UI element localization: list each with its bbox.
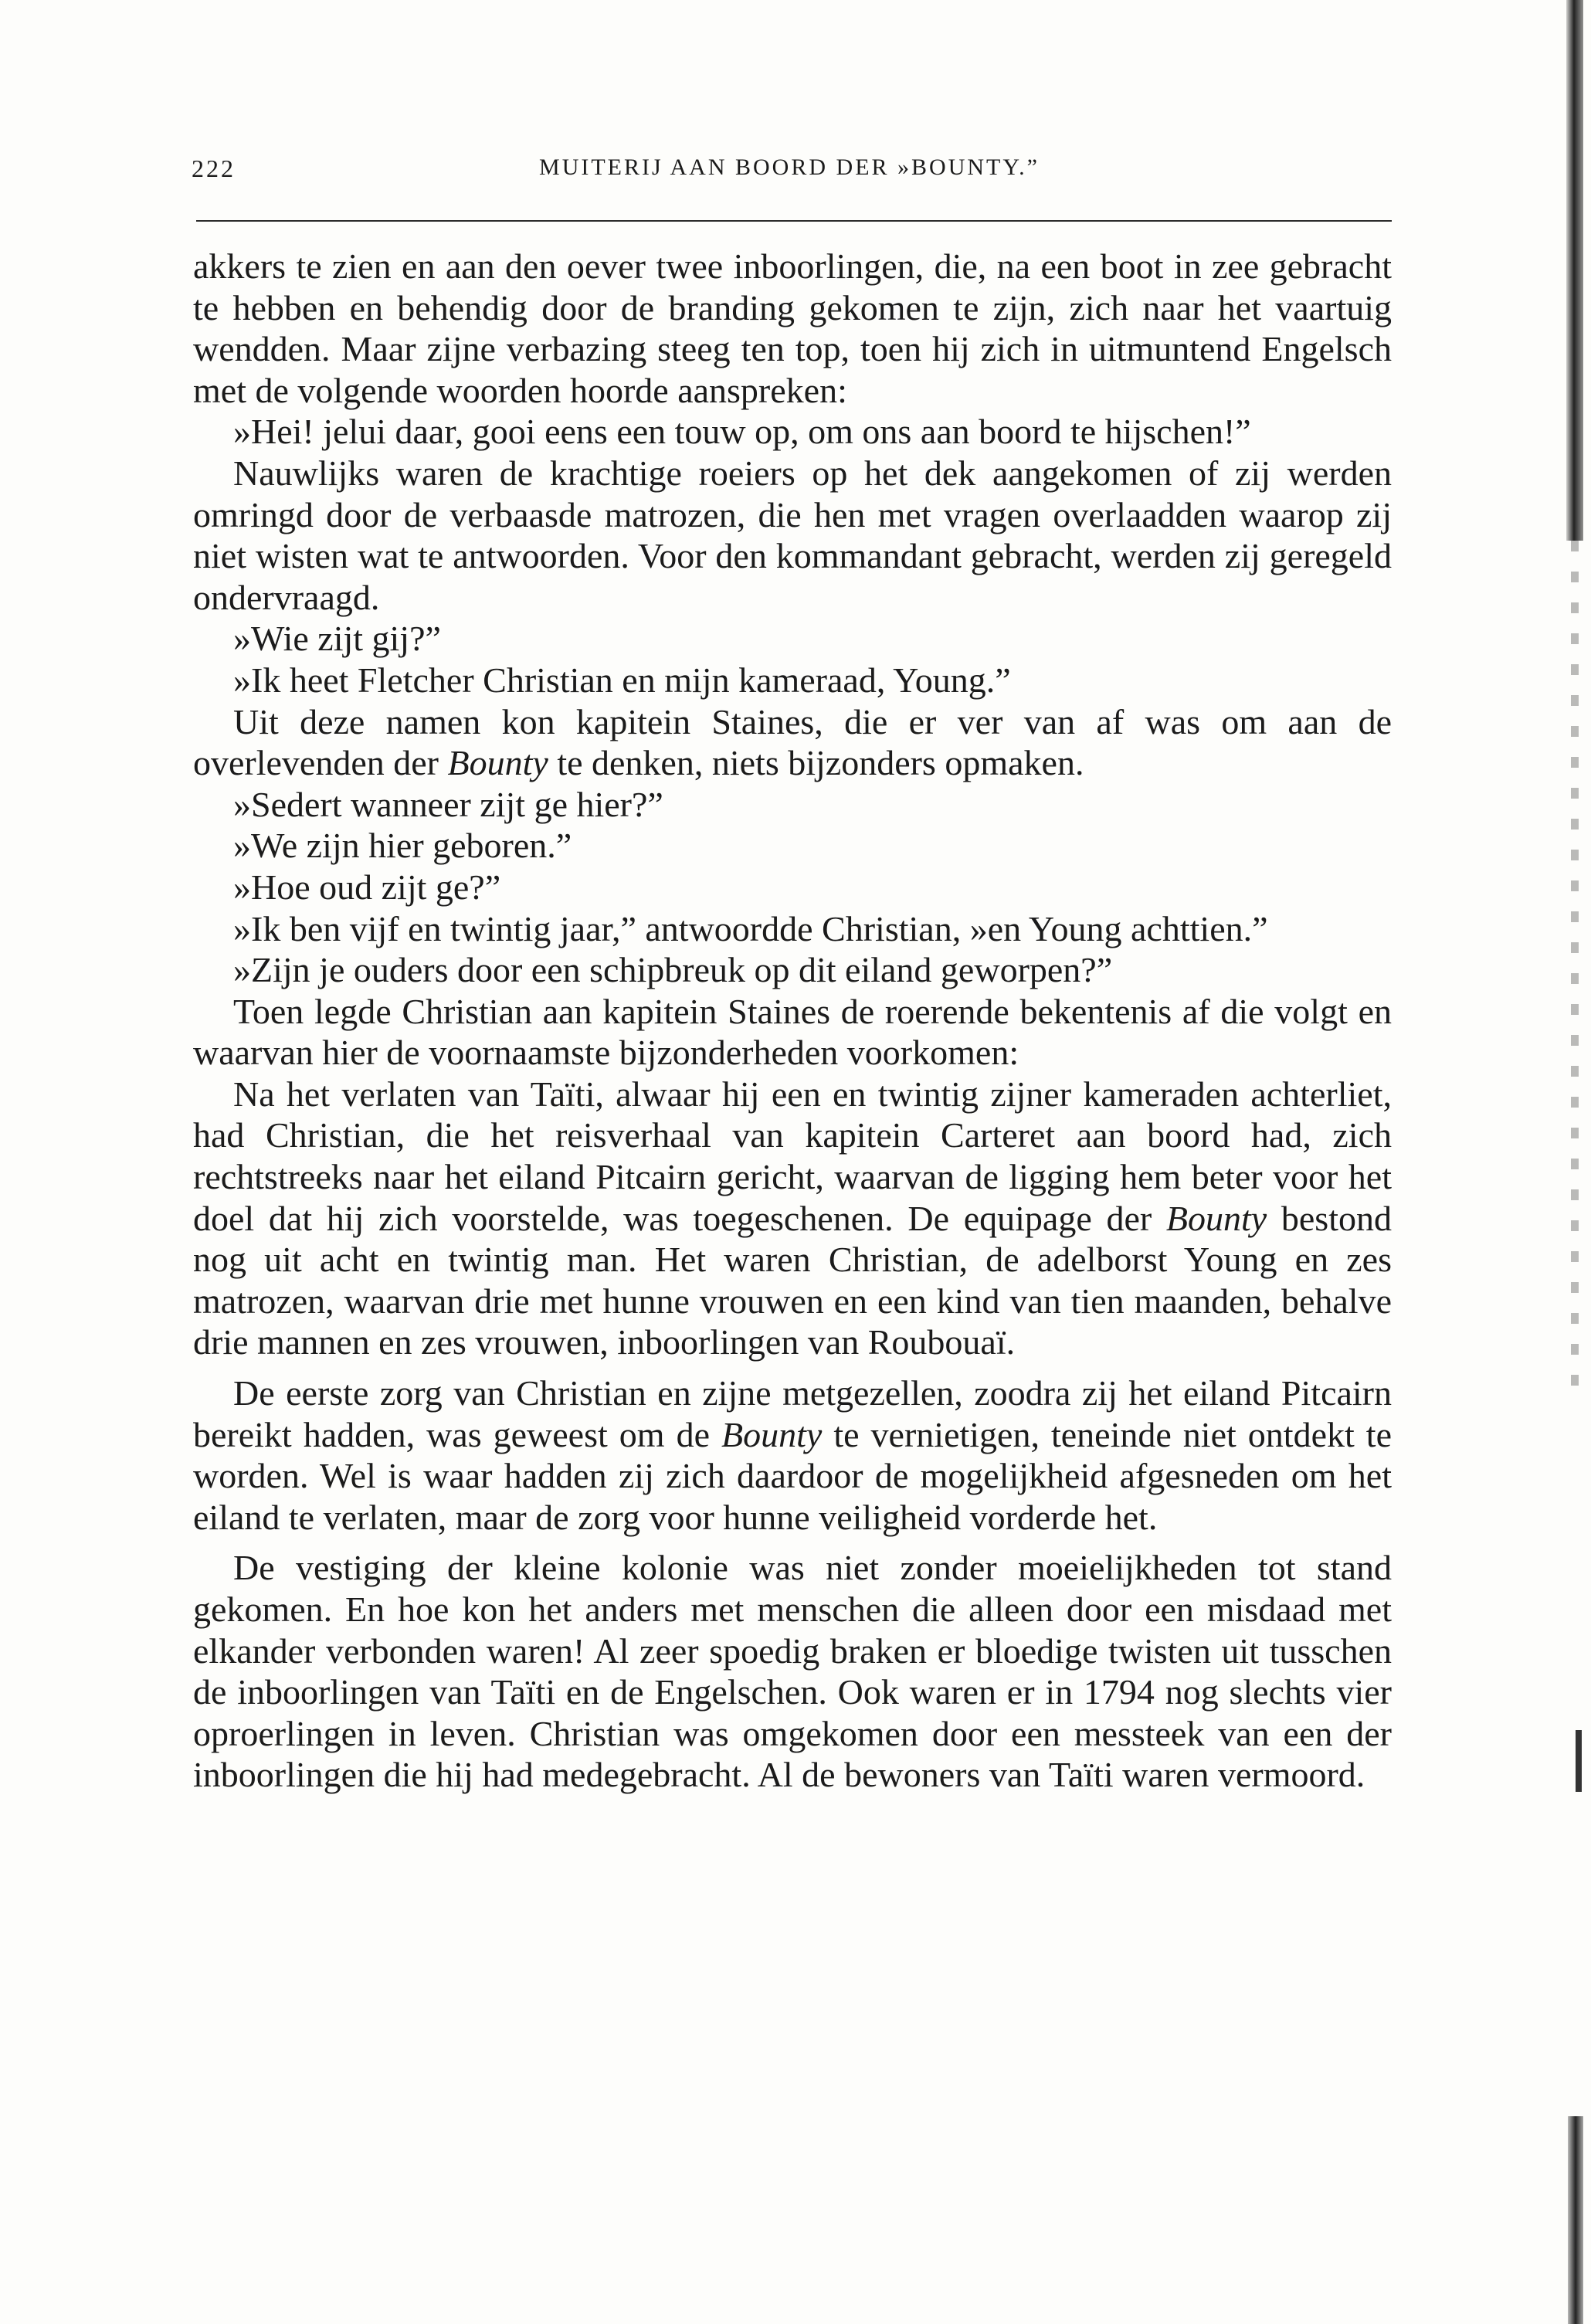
text-run: »Sedert wanneer zijt ge hier?” <box>233 784 663 824</box>
text-run: »Wie zijt gij?” <box>233 619 441 659</box>
dialogue-line <box>193 867 1392 908</box>
text-run: Uit deze namen kon kapitein Staines, die er ver van af was om aan de overlevenden der <box>193 701 1392 783</box>
text-run: te denken, niets bijzonders opmaken. <box>548 743 1084 783</box>
ship-name: Bounty <box>447 743 548 783</box>
running-head <box>192 154 1387 193</box>
paragraph <box>193 1372 1392 1538</box>
dialogue-line <box>193 825 1392 867</box>
text-run: De vestiging der kleine kolonie was niet zonder moeielijkheden tot stand gekomen. En hoe kon het anders met menschen die alleen door een misdaad met elkander verbonden waren! Al zeer spoedig braken er bloedige twisten uit tusschen de inboorlingen van Taïti en de Engelschen. Ook waren er in 1794 nog slechts vier oproerlingen in leven. Christian was omgekomen door een messteek van een der inboorlingen die hij had medegebracht. Al de bewoners van Taïti waren vermoord. <box>193 1548 1392 1795</box>
dialogue-line <box>193 411 1392 453</box>
ship-name: Bounty <box>1165 1198 1267 1238</box>
running-title: MUITERIJ AAN BOORD DER »BOUNTY.” <box>539 154 1040 180</box>
paragraph <box>193 1547 1392 1796</box>
text-run: bestond nog uit acht en twintig man. Het waren Christian, de adelborst Young en zes matrozen, waarvan drie met hunne vrouwen en een kind van tien maanden, behalve drie mannen en zes vrouwen, inboorlingen van Roubouaï. <box>193 1198 1392 1362</box>
scan-edge-shadow <box>1552 0 1591 2324</box>
text-run: Na het verlaten van Taïti, alwaar hij een en twintig zijner kameraden achterliet, had Christian, die het reisverhaal van kapitein Carteret aan boord had, zich rechtstreeks naar het eiland Pitcairn gericht, waarvan de ligging hem beter voor het doel dat hij zich voorstelde, was toegeschenen. De equipage der <box>193 1074 1392 1238</box>
scan-edge-band <box>1576 1730 1582 1792</box>
text-run: »Hoe oud zijt ge?” <box>233 867 501 907</box>
scan-edge-band <box>1568 2116 1583 2324</box>
paragraph <box>193 453 1392 618</box>
dialogue-line <box>193 784 1392 826</box>
text-run: De eerste zorg van Christian en zijne metgezellen, zoodra zij het eiland Pitcairn bereikt hadden, was geweest om de <box>193 1373 1392 1454</box>
text-run: »Ik heet Fletcher Christian en mijn kameraad, Young.” <box>233 660 1011 700</box>
text-run: »We zijn hier geboren.” <box>233 826 572 866</box>
dialogue-line <box>193 618 1392 660</box>
scan-edge-band <box>1566 0 1583 541</box>
body-text <box>193 246 1392 1796</box>
dialogue-line <box>193 949 1392 991</box>
text-run: te vernietigen, teneinde niet ontdekt te worden. Wel is waar hadden zij zich daardoor de mogelijkheid afgesneden om het eiland te verlaten, maar de zorg voor hunne veiligheid vorderde het. <box>193 1414 1392 1537</box>
ship-name: Bounty <box>721 1414 823 1454</box>
text-run: »Zijn je ouders door een schipbreuk op dit eiland geworpen?” <box>233 950 1113 990</box>
text-run: »Ik ben vijf en twintig jaar,” antwoordde Christian, »en Young achttien.” <box>233 908 1268 948</box>
text-run: Toen legde Christian aan kapitein Staines de roerende bekentenis af die volgt en waarvan hier de voornaamste bijzonderheden voorkomen: <box>193 991 1392 1073</box>
paragraph <box>193 701 1392 784</box>
text-run: »Hei! jelui daar, gooi eens een touw op, om ons aan boord te hijschen!” <box>233 412 1251 452</box>
text-run: akkers te zien en aan den oever twee inboorlingen, die, na een boot in zee gebracht te hebben en behendig door de branding gekomen te zijn, zich naar het vaartuig wendden. Maar zijne verbazing steeg ten top, toen hij zich in uitmuntend Engelsch met de volgende woorden hoorde aanspreken: <box>193 246 1392 410</box>
header-rule <box>196 220 1392 222</box>
paragraph <box>193 991 1392 1074</box>
dialogue-line <box>193 660 1392 701</box>
text-run: Nauwlijks waren de krachtige roeiers op het dek aangekomen of zij werden omringd door de verbaasde matrozen, die hen met vragen overlaadden waarop zij niet wisten wat te antwoorden. Voor den kommandant gebracht, werden zij geregeld ondervraagd. <box>193 453 1392 617</box>
scan-edge-band <box>1571 541 1579 1390</box>
paragraph <box>193 246 1392 411</box>
page-number: 222 <box>192 154 236 182</box>
paragraph <box>193 1074 1392 1363</box>
dialogue-line <box>193 908 1392 950</box>
